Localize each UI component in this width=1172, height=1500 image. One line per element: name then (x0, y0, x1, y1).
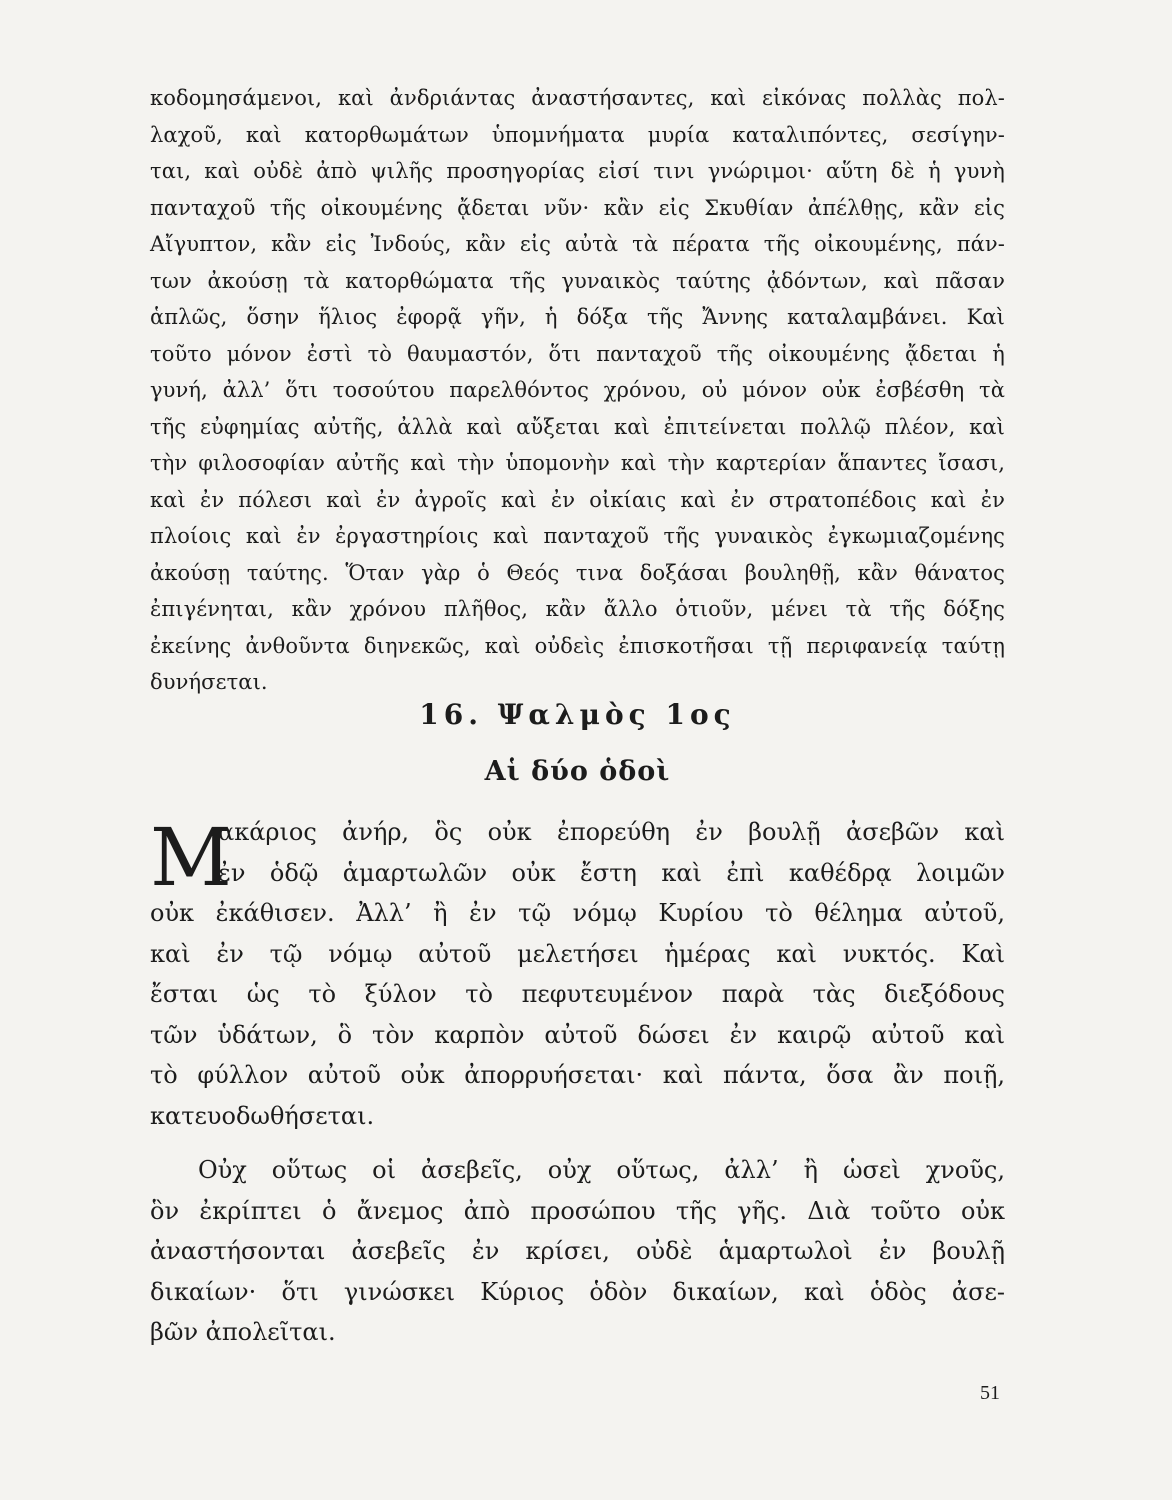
text-line: τῶν ὑδάτων, ὃ τὸν καρπὸν αὐτοῦ δώσει ἐν καιρῷ αὐτοῦ καὶ (150, 1020, 1005, 1049)
text-line: οὐκ ἐκάθισεν. Ἀλλ’ ἢ ἐν τῷ νόμῳ Κυρίου τὸ θέλημα αὐτοῦ, (150, 899, 1005, 927)
text-line: ἀκούσῃ ταύτης. Ὅταν γὰρ ὁ Θεός τινα δοξάσαι βουληθῇ, κἂν θάνατος (150, 560, 1005, 585)
text-line: των ἀκούσῃ τὰ κατορθώματα τῆς γυναικὸς ταύτης ᾀδόντων, καὶ πᾶσαν (150, 268, 1005, 293)
text-line: ἀναστήσονται ἀσεβεῖς ἐν κρίσει, οὐδὲ ἁμαρτωλοὶ ἐν βουλῇ (150, 1237, 1005, 1265)
text-line: ἐν ὁδῷ ἁμαρτωλῶν οὐκ ἔστη καὶ ἐπὶ καθέδρᾳ λοιμῶν (218, 858, 1005, 887)
text-line: βῶν ἀπολεῖται. (150, 1318, 336, 1346)
text-line: καὶ ἐν τῷ νόμῳ αὐτοῦ μελετήσει ἡμέρας καὶ νυκτός. Καὶ (150, 939, 1005, 968)
text-line: τοῦτο μόνον ἐστὶ τὸ θαυμαστόν, ὅτι πανταχοῦ τῆς οἰκουμένης ᾄδεται ἡ (150, 341, 1005, 366)
text-line: πλοίοις καὶ ἐν ἐργαστηρίοις καὶ πανταχοῦ τῆς γυναικὸς ἐγκωμιαζομένης (150, 524, 1005, 548)
drop-cap: Μ (150, 811, 232, 904)
psalm-text (150, 812, 1005, 1353)
text-line: γυνή, ἀλλ’ ὅτι τοσούτου παρελθόντος χρόνου, οὐ μόνον οὐκ ἐσβέσθη τὰ (150, 378, 1005, 402)
text-line: κοδομησάμενοι, καὶ ἀνδριάντας ἀναστήσαντες, καὶ εἰκόνας πολλὰς πολ- (150, 86, 1005, 110)
text-line: ἁπλῶς, ὅσην ἥλιος ἐφορᾷ γῆν, ἡ δόξα τῆς Ἄννης καταλαμβάνει. Καὶ (150, 305, 1005, 329)
text-line: ται, καὶ οὐδὲ ἀπὸ ψιλῆς προσηγορίας εἰσί τινι γνώριμοι· αὕτη δὲ ἡ γυνὴ (150, 159, 1005, 183)
text-line: ὃν ἐκρίπτει ὁ ἄνεμος ἀπὸ προσώπου τῆς γῆς. Διὰ τοῦτο οὐκ (150, 1196, 1005, 1225)
text-line: κατευοδωθήσεται. (150, 1101, 375, 1130)
text-line: ἔσται ὡς τὸ ξύλον τὸ πεφυτευμένον παρὰ τὰς διεξόδους (150, 980, 1005, 1008)
page-number: 51 (980, 1382, 1000, 1404)
top-paragraph (150, 80, 1005, 701)
section-subtitle: Αἱ δύο ὁδοὶ (484, 756, 671, 787)
section-title: 16. Ψαλμὸς 1ος (419, 698, 736, 731)
text-line: τὴν φιλοσοφίαν αὐτῆς καὶ τὴν ὑπομονὴν καὶ τὴν καρτερίαν ἅπαντες ἴσασι, (150, 451, 1005, 475)
text-line: Αἴγυπτον, κἂν εἰς Ἰνδούς, κἂν εἰς αὐτὰ τὰ πέρατα τῆς οἰκουμένης, πάν- (150, 232, 1005, 256)
text-line: ἐκείνης ἀνθοῦντα διηνεκῶς, καὶ οὐδεὶς ἐπισκοτῆσαι τῇ περιφανείᾳ ταύτῃ (150, 633, 1005, 658)
text-line: τῆς εὐφημίας αὐτῆς, ἀλλὰ καὶ αὔξεται καὶ ἐπιτείνεται πολλῷ πλέον, καὶ (150, 414, 1005, 439)
text-line: πανταχοῦ τῆς οἰκουμένης ᾄδεται νῦν· κἂν εἰς Σκυθίαν ἀπέλθῃς, κἂν εἰς (150, 195, 1005, 220)
text-line: Οὐχ οὕτως οἱ ἀσεβεῖς, οὐχ οὕτως, ἀλλ’ ἢ ὡσεὶ χνοῦς, (198, 1156, 1005, 1184)
text-line: τὸ φύλλον αὐτοῦ οὐκ ἀπορρυήσεται· καὶ πάντα, ὅσα ἂν ποιῇ, (150, 1061, 1005, 1089)
text-line: ἐπιγένηται, κἂν χρόνου πλῆθος, κἂν ἄλλο ὁτιοῦν, μένει τὰ τῆς δόξης (150, 597, 1005, 621)
text-line: δυνήσεται. (150, 670, 268, 694)
text-line: καὶ ἐν πόλεσι καὶ ἐν ἀγροῖς καὶ ἐν οἰκίαις καὶ ἐν στρατοπέδοις καὶ ἐν (150, 487, 1005, 512)
text-line: λαχοῦ, καὶ κατορθωμάτων ὑπομνήματα μυρία καταλιπόντες, σεσίγην- (150, 122, 1005, 147)
text-line: δικαίων· ὅτι γινώσκει Κύριος ὁδὸν δικαίων, καὶ ὁδὸς ἀσε- (150, 1277, 1005, 1306)
text-line: ακάριος ἀνήρ, ὃς οὐκ ἐπορεύθη ἐν βουλῇ ἀσεβῶν καὶ (218, 818, 1005, 846)
